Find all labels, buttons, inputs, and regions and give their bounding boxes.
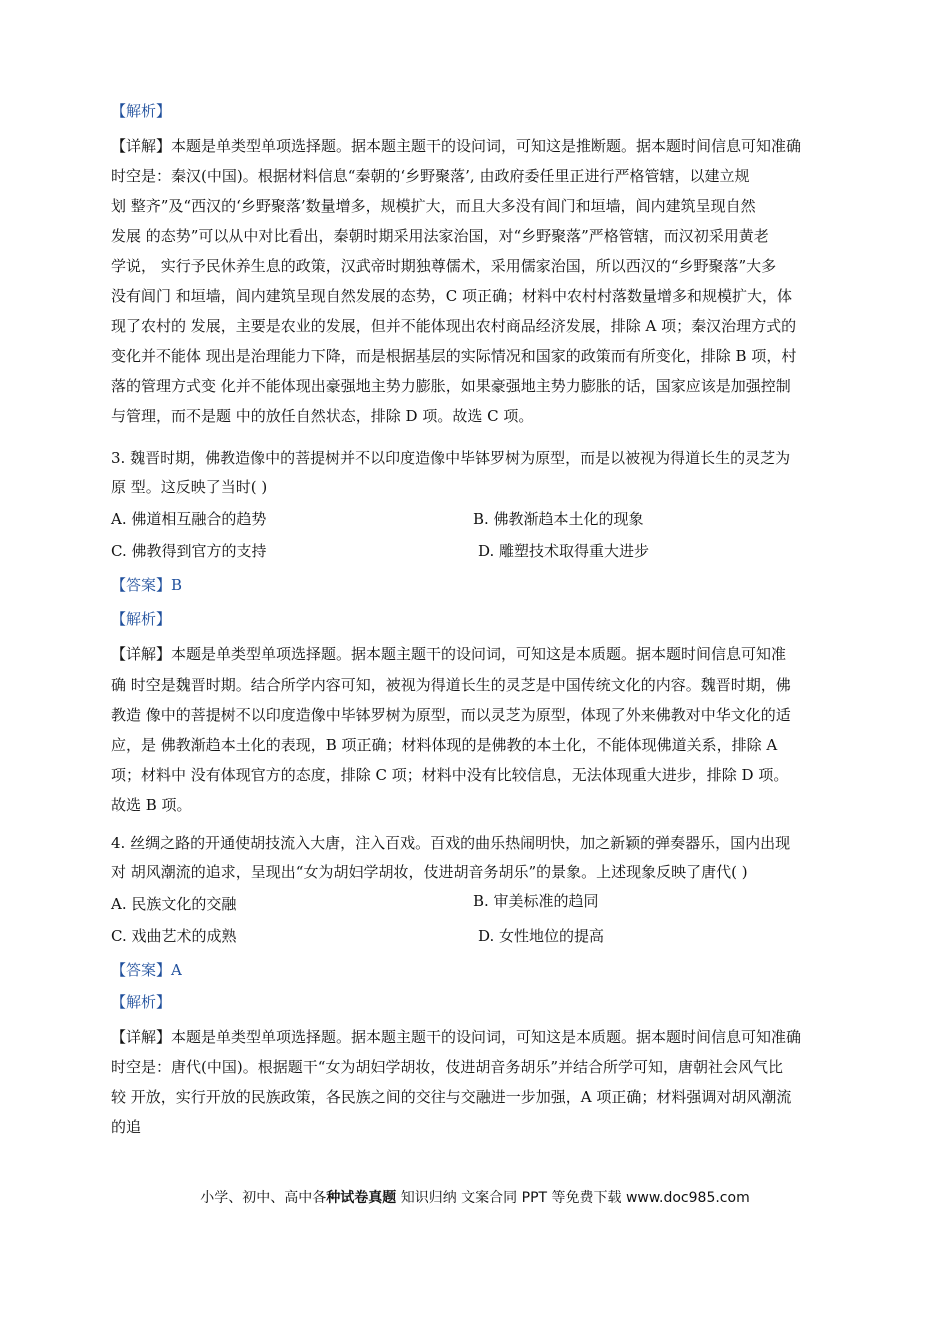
q4-option-b: B. 审美标准的趋同 xyxy=(473,892,599,910)
q4-analysis-label: 【解析】 xyxy=(111,993,172,1011)
q4-option-c: C. 戏曲艺术的成熟 xyxy=(111,927,237,945)
q3-option-d: D. 雕塑技术取得重大进步 xyxy=(478,542,650,560)
q4-option-a: A. 民族文化的交融 xyxy=(111,895,237,913)
q4-detail-line: 时空是：唐代(中国)。根据题干“女为胡妇学胡妆，伎进胡音务胡乐”并结合所学可知，唐朝社会风气比 xyxy=(111,1058,784,1076)
q3-stem-line: 原 型。这反映了当时( ) xyxy=(111,478,268,496)
q2-detail-line: 变化并不能体 现出是治理能力下降，而是根据基层的实际情况和国家的政策而有所变化，排除 B 项，村 xyxy=(111,347,797,365)
q3-detail-line: 教造 像中的菩提树不以印度造像中毕钵罗树为原型，而以灵芝为原型，体现了外来佛教对中华文化的适 xyxy=(111,706,791,724)
q2-detail-line: 与管理，而不是题 中的放任自然状态，排除 D 项。故选 C 项。 xyxy=(111,407,534,425)
q2-detail-line: 没有闾门 和垣墙，闾内建筑呈现自然发展的态势，C 项正确；材料中农村村落数量增多和规模扩大，体 xyxy=(111,287,793,305)
q2-detail-line: 学说， 实行予民休养生息的政策，汉武帝时期独尊儒术，采用儒家治国，所以西汉的“乡野聚落”大多 xyxy=(111,257,777,275)
footer-text-2: 种试卷真题 xyxy=(326,1190,397,1206)
q3-analysis-label: 【解析】 xyxy=(111,610,172,628)
q4-detail-line: 较 开放，实行开放的民族政策，各民族之间的交往与交融进一步加强，A 项正确；材料强调对胡风潮流 xyxy=(111,1088,792,1106)
q3-detail-line: 应，是 佛教渐趋本土化的表现，B 项正确；材料体现的是佛教的本土化，不能体现佛道关系，排除 A xyxy=(111,736,778,754)
q2-detail-line: 落的管理方式变 化并不能体现出豪强地主势力膨胀，如果豪强地主势力膨胀的话，国家应该是加强控制 xyxy=(111,377,791,395)
q4-detail-line: 的追 xyxy=(111,1118,142,1136)
q2-detail-line: 划 整齐”及“西汉的‘乡野聚落’数量增多，规模扩大，而且大多没有闾门和垣墙，闾内建筑呈现自然 xyxy=(111,197,756,215)
footer-text-1: 小学、初中、高中各 xyxy=(200,1190,327,1206)
q4-stem-line: 对 胡风潮流的追求，呈现出“女为胡妇学胡妆，伎进胡音务胡乐”的景象。上述现象反映了唐代( ) xyxy=(111,863,748,881)
q4-stem-line: 4. 丝绸之路的开通使胡技流入大唐，注入百戏。百戏的曲乐热闹明快，加之新颖的弹奏器乐，国内出现 xyxy=(111,834,791,852)
q3-detail-line: 项；材料中 没有体现官方的态度，排除 C 项；材料中没有比较信息，无法体现重大进步，排除 D 项。 xyxy=(111,766,789,784)
q2-detail-line: 现了农村的 发展，主要是农业的发展，但并不能体现出农村商品经济发展，排除 A 项；秦汉治理方式的 xyxy=(111,317,797,335)
q3-option-a: A. 佛道相互融合的趋势 xyxy=(111,510,267,528)
q2-detail-line: 时空是：秦汉(中国)。根据材料信息“秦朝的‘乡野聚落’, 由政府委任里正进行严格管辖，以建立规 xyxy=(111,167,750,185)
q3-stem-line: 3. 魏晋时期，佛教造像中的菩提树并不以印度造像中毕钵罗树为原型，而是以被视为得道长生的灵芝为 xyxy=(111,449,791,467)
q4-detail-line: 【详解】本题是单类型单项选择题。据本题主题干的设问词，可知这是本质题。据本题时间信息可知准确 xyxy=(111,1028,802,1046)
q3-option-c: C. 佛教得到官方的支持 xyxy=(111,542,267,560)
q4-answer: 【答案】A xyxy=(111,961,182,979)
q2-detail-line: 发展 的态势”可以从中对比看出，秦朝时期采用法家治国，对“乡野聚落”严格管辖，而汉初采用黄老 xyxy=(111,227,769,245)
q3-answer: 【答案】B xyxy=(111,576,183,594)
q3-option-b: B. 佛教渐趋本土化的现象 xyxy=(473,510,644,528)
page-footer xyxy=(0,1187,950,1207)
q3-detail-line: 故选 B 项。 xyxy=(111,796,192,814)
q2-detail-line: 【详解】本题是单类型单项选择题。据本题主题干的设问词，可知这是推断题。据本题时间信息可知准确 xyxy=(111,137,802,155)
footer-text-3: 知识归纳 文案合同 PPT 等免费下载 www.doc985.com xyxy=(396,1190,750,1206)
q4-option-d: D. 女性地位的提高 xyxy=(478,927,605,945)
q2-analysis-label: 【解析】 xyxy=(111,102,172,120)
q3-detail-line: 确 时空是魏晋时期。结合所学内容可知，被视为得道长生的灵芝是中国传统文化的内容。魏晋时期，佛 xyxy=(111,676,791,694)
q3-detail-line: 【详解】本题是单类型单项选择题。据本题主题干的设问词，可知这是本质题。据本题时间信息可知准 xyxy=(111,645,787,663)
